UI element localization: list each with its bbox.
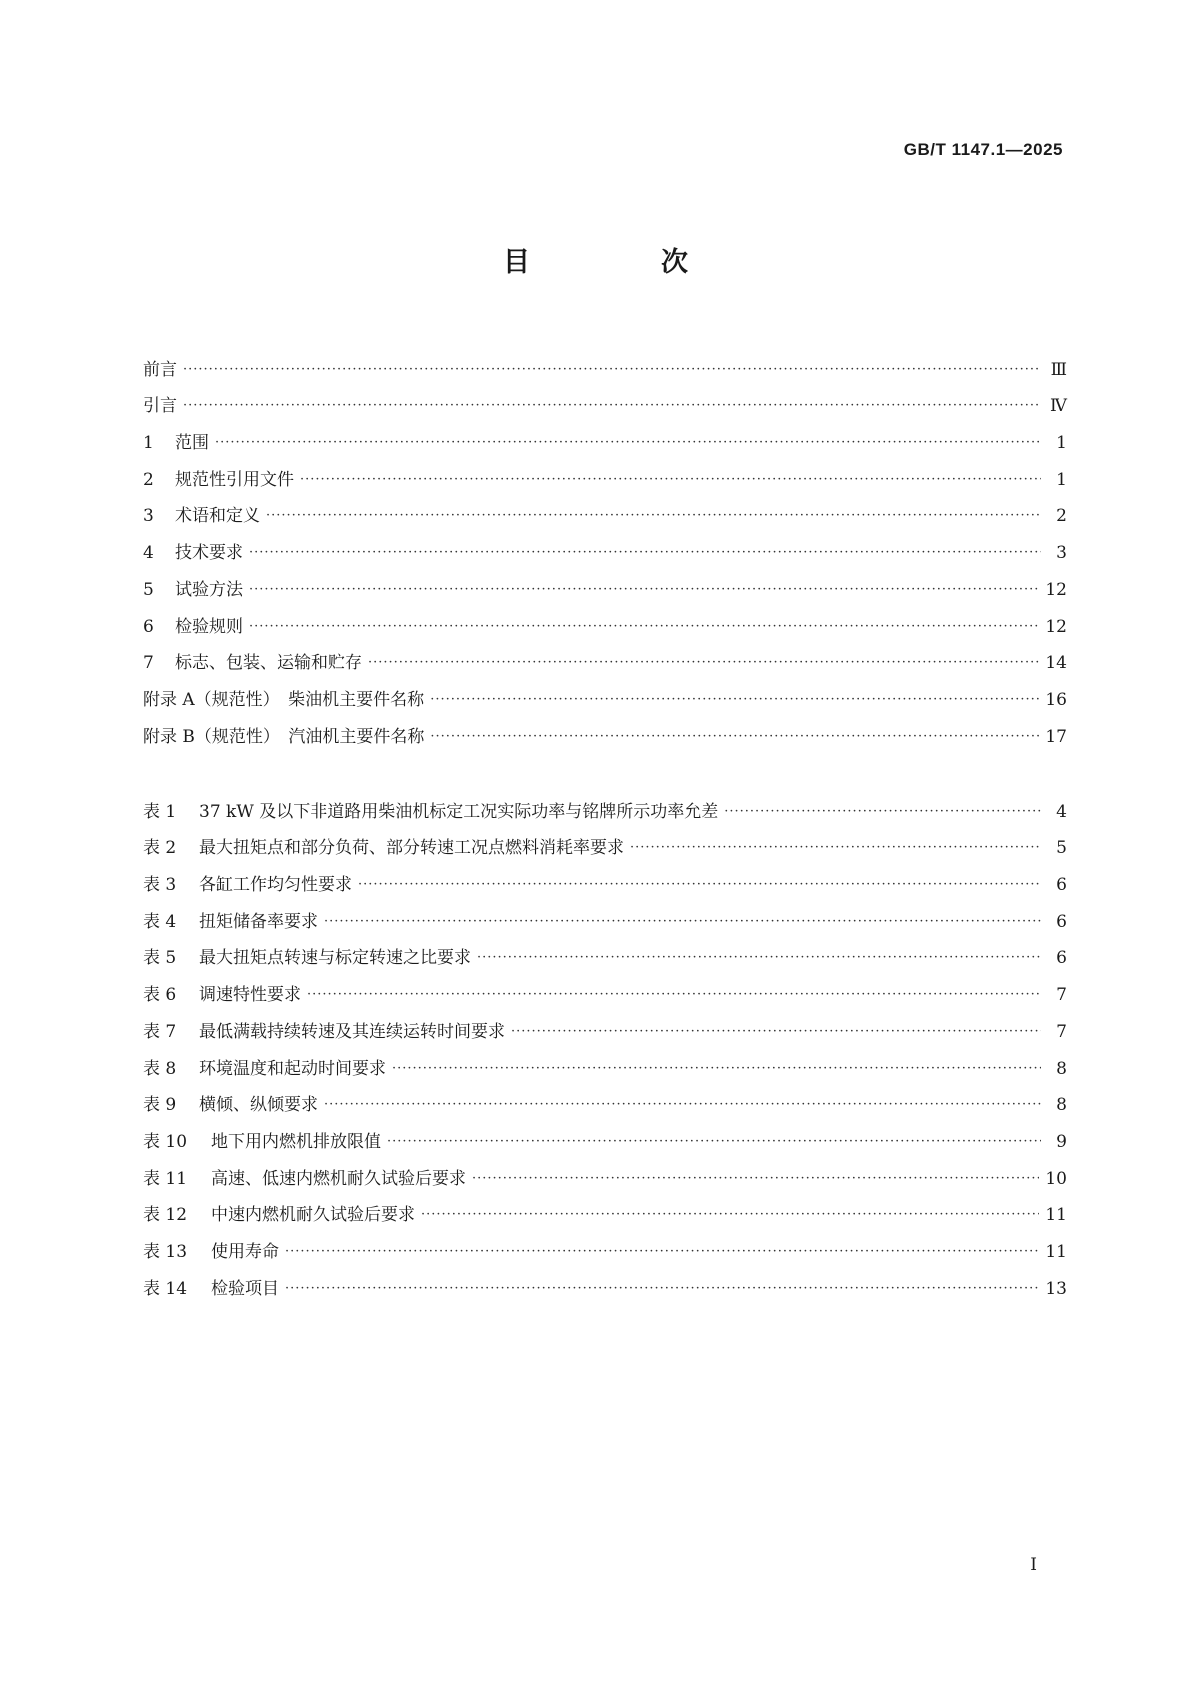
toc-entry-number: 1 [143, 433, 154, 454]
page-number: Ⅰ [1030, 1555, 1037, 1575]
toc-entry-page: 16 [1045, 689, 1067, 710]
toc-entry-page: 17 [1045, 726, 1067, 747]
toc-table-entry[interactable] [143, 823, 1067, 860]
toc-entry-page: 12 [1045, 579, 1067, 600]
dot-leader [477, 947, 1041, 969]
toc-table-page: 11 [1045, 1205, 1067, 1226]
toc-table-number: 表 14 [143, 1278, 188, 1299]
dot-leader [266, 505, 1041, 527]
toc-table-label: 最大扭矩点和部分负荷、部分转速工况点燃料消耗率要求 [199, 838, 624, 859]
toc-table-page: 9 [1056, 1131, 1067, 1152]
toc-table-page: 7 [1056, 1021, 1067, 1042]
dot-leader [387, 1131, 1041, 1153]
toc-entry-number: 3 [143, 506, 154, 527]
dot-leader [285, 1241, 1039, 1263]
dot-leader [324, 911, 1041, 933]
toc-table-label: 最大扭矩点转速与标定转速之比要求 [199, 948, 471, 969]
toc-table-entry[interactable] [143, 786, 1067, 823]
dot-leader [249, 616, 1039, 638]
toc-entry-technical-requirements[interactable] [143, 527, 1067, 564]
toc-table-page: 8 [1056, 1095, 1067, 1116]
toc-table-number: 表 3 [143, 875, 177, 896]
toc-table-number: 表 11 [143, 1168, 188, 1189]
dot-leader [392, 1058, 1041, 1080]
toc-table-label: 调速特性要求 [199, 985, 301, 1006]
toc-entry-terms[interactable] [143, 491, 1067, 528]
toc-table-label: 各缸工作均匀性要求 [199, 875, 352, 896]
toc-entry-number: 2 [143, 469, 154, 490]
dot-leader [430, 689, 1039, 711]
toc-table-number: 表 2 [143, 838, 177, 859]
toc-entry-page: 3 [1056, 543, 1067, 564]
dot-leader [285, 1278, 1039, 1300]
dot-leader [324, 1094, 1041, 1116]
toc-table-label: 扭矩储备率要求 [199, 911, 318, 932]
toc-table-page: 13 [1045, 1278, 1067, 1299]
toc-entry-label: 术语和定义 [175, 506, 260, 527]
toc-table-number: 表 1 [143, 801, 177, 822]
toc-table-entry[interactable] [143, 1226, 1067, 1263]
toc-table-page: 5 [1056, 838, 1067, 859]
toc-table-label: 最低满载持续转速及其连续运转时间要求 [199, 1021, 505, 1042]
dot-leader [358, 874, 1041, 896]
toc-table-entry[interactable] [143, 1116, 1067, 1153]
toc-table-entry[interactable] [143, 1080, 1067, 1117]
toc-table-entry[interactable] [143, 896, 1067, 933]
dot-leader [472, 1168, 1039, 1190]
toc-table-page: 6 [1056, 875, 1067, 896]
toc-entry-marking-packaging[interactable] [143, 638, 1067, 675]
toc-entry-label: 附录 A（规范性） 柴油机主要件名称 [143, 689, 425, 710]
toc-entry-number: 4 [143, 543, 154, 564]
toc-table-number: 表 4 [143, 911, 177, 932]
toc-entry-annex-a[interactable] [143, 674, 1067, 711]
toc-entry-introduction[interactable] [143, 381, 1067, 418]
dot-leader [630, 837, 1041, 859]
toc-entry-label: 检验规则 [175, 616, 243, 637]
toc-table-number: 表 9 [143, 1095, 177, 1116]
toc-entry-normative-references[interactable] [143, 454, 1067, 491]
toc-entry-page: Ⅳ [1050, 396, 1067, 417]
toc-table-number: 表 7 [143, 1021, 177, 1042]
toc-table-number: 表 10 [143, 1131, 188, 1152]
toc-table-entry[interactable] [143, 1263, 1067, 1300]
toc-entry-number: 6 [143, 616, 154, 637]
dot-leader [421, 1204, 1039, 1226]
dot-leader [511, 1021, 1041, 1043]
toc-entry-number: 5 [143, 579, 154, 600]
toc-table-entry[interactable] [143, 969, 1067, 1006]
toc-entry-annex-b[interactable] [143, 711, 1067, 748]
dot-leader [307, 984, 1041, 1006]
toc-table-entry[interactable] [143, 1153, 1067, 1190]
toc-table-entry[interactable] [143, 1043, 1067, 1080]
toc-entry-scope[interactable] [143, 417, 1067, 454]
dot-leader [368, 652, 1039, 674]
toc-table-page: 4 [1056, 801, 1067, 822]
toc-entry-page: 14 [1045, 653, 1067, 674]
toc-table-label: 横倾、纵倾要求 [199, 1095, 318, 1116]
toc-table-label: 高速、低速内燃机耐久试验后要求 [211, 1168, 466, 1189]
toc-entry-page: 1 [1056, 433, 1067, 454]
toc-table-label: 使用寿命 [211, 1241, 279, 1262]
toc-table-page: 11 [1045, 1241, 1067, 1262]
toc-table-number: 表 12 [143, 1205, 188, 1226]
toc-table-label: 37 kW 及以下非道路用柴油机标定工况实际功率与铭牌所示功率允差 [199, 801, 719, 822]
toc-table-page: 10 [1045, 1168, 1067, 1189]
toc-entry-page: 2 [1056, 506, 1067, 527]
toc-table-page: 6 [1056, 948, 1067, 969]
dot-leader [300, 469, 1041, 491]
toc-table-number: 表 8 [143, 1058, 177, 1079]
toc-title: 目 次 [503, 247, 740, 278]
dot-leader [249, 542, 1041, 564]
toc-table-entry[interactable] [143, 859, 1067, 896]
toc-entry-foreword[interactable] [143, 344, 1067, 381]
toc-entry-inspection-rules[interactable] [143, 601, 1067, 638]
toc-table-label: 中速内燃机耐久试验后要求 [211, 1205, 415, 1226]
dot-leader [183, 359, 1041, 381]
toc-table-page: 6 [1056, 911, 1067, 932]
toc-entry-label: 试验方法 [175, 579, 243, 600]
toc-table-page: 7 [1056, 985, 1067, 1006]
toc-entry-label: 标志、包装、运输和贮存 [175, 653, 362, 674]
toc-chapter-list [143, 344, 1067, 748]
toc-table-number: 表 6 [143, 985, 177, 1006]
toc-table-page: 8 [1056, 1058, 1067, 1079]
toc-entry-page: Ⅲ [1050, 359, 1067, 380]
toc-table-entry[interactable] [143, 1006, 1067, 1043]
toc-entry-label: 技术要求 [175, 543, 243, 564]
toc-table-label: 环境温度和起动时间要求 [199, 1058, 386, 1079]
toc-table-entry[interactable] [143, 1190, 1067, 1227]
toc-table-entry[interactable] [143, 933, 1067, 970]
standard-code: GB/T 1147.1—2025 [903, 140, 1063, 159]
dot-leader [249, 579, 1039, 601]
toc-entry-test-methods[interactable] [143, 564, 1067, 601]
toc-table-number: 表 13 [143, 1241, 188, 1262]
toc-table-label: 地下用内燃机排放限值 [211, 1131, 381, 1152]
toc-entry-label: 范围 [175, 433, 209, 454]
toc-entry-label: 引言 [143, 396, 177, 417]
dot-leader [183, 395, 1041, 417]
toc-table-list [143, 786, 1067, 1300]
toc-entry-label: 前言 [143, 359, 177, 380]
toc-entry-label: 规范性引用文件 [175, 469, 294, 490]
toc-entry-number: 7 [143, 653, 154, 674]
toc-entry-label: 附录 B（规范性） 汽油机主要件名称 [143, 726, 425, 747]
toc-entry-page: 1 [1056, 469, 1067, 490]
dot-leader [430, 726, 1039, 748]
dot-leader [215, 432, 1041, 454]
toc-table-label: 检验项目 [211, 1278, 279, 1299]
toc-entry-page: 12 [1045, 616, 1067, 637]
dot-leader [724, 801, 1041, 823]
toc-table-number: 表 5 [143, 948, 177, 969]
